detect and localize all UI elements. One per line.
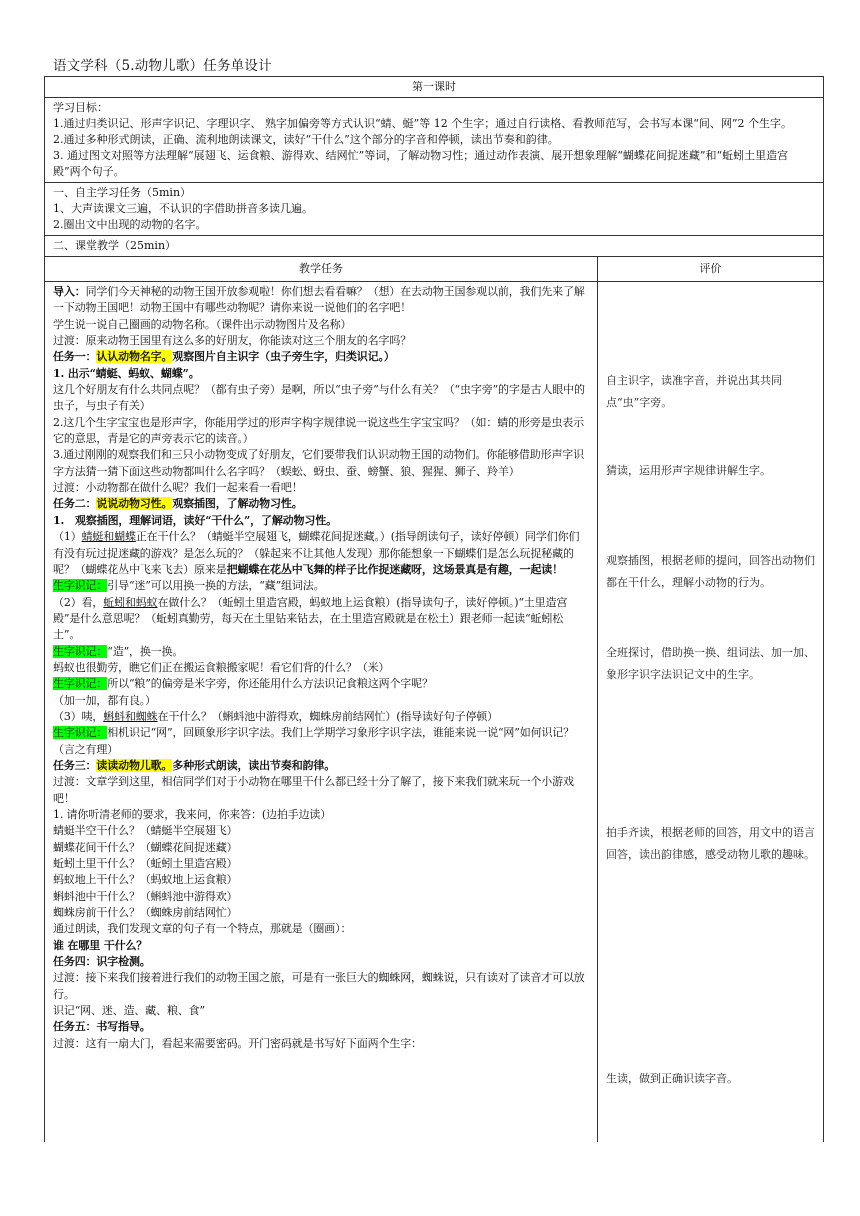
- task1-step: 1. 出示“蜻蜓、蚂蚁、蝴蝶”。: [53, 366, 200, 380]
- sentence-pattern: 谁 在哪里 干什么？: [53, 938, 148, 952]
- self-study-item: 1、大声读课文三遍，不认识的字借助拼音多读几遍。: [53, 202, 313, 215]
- task2-text: （加一加，都有良。）: [53, 693, 156, 707]
- task1-text: 3.通过刚刚的观察我们和三只小动物变成了好朋友，它们要带我们认识动物王国的动物们。你能够借助形声字识字方法猜一猜下面这些动物都叫什么名字吗？（蜈蚣、蚜虫、蚕、螃蟹、狼、猩猩、狮子、羚羊）: [53, 448, 584, 478]
- learning-goals: [45, 98, 823, 183]
- evaluation-note: 观察插图，根据老师的提问，回答出动物们都在干什么，理解小动物的行为。: [606, 554, 815, 589]
- col-header-eval: 评价: [699, 262, 722, 275]
- evaluation-column: [598, 282, 823, 1142]
- task4-heading: 任务四：识字检测。: [53, 955, 151, 969]
- col-header-task: 教学任务: [45, 257, 598, 281]
- task1-label: 任务一：: [53, 350, 97, 364]
- task4-text: 过渡：接下来我们接着进行我们的动物王国之旅，可是有一张巨大的蜘蛛网，蜘蛛说，只有读对了读音才可以放行。: [53, 971, 585, 1001]
- char-study-label: 生字识记：: [53, 677, 108, 691]
- task2-text: （3）咦，: [53, 709, 104, 723]
- task2-label: 任务二：: [53, 497, 97, 511]
- goal-item: 2.通过多种形式朗读，正确、流利地朗读课文，读好“干什么”这个部分的字音和停顿，读出节奏和韵律。: [53, 133, 559, 146]
- document-title: 语文学科（5.动物儿歌）任务单设计: [53, 58, 272, 74]
- task2-text: 在做什么？（蚯蚓土里造宫殿，蚂蚁地上运食粮）(指导读句子，读好停顿。)“土里造宫殿”是什么意思呢？（蚯蚓真勤劳，每天在土里钻来钻去，在土里造宫殿就是在松土）跟老师一起读“蚯蚓松土”。: [53, 595, 568, 642]
- task3-text: 1. 请你听清老师的要求，我来问，你来答：(边拍手边读）: [53, 808, 332, 821]
- task2-text: 正在干什么？（蜻蜓半空展翅飞，蝴蝶花间捉迷藏。）(指导朗读句子，读好停顿）同学们你们有没有玩过捉迷藏的游戏？是怎么玩的？（躲起来不让其他人发现）那你能想象一下蝴蝶们是怎么玩捉秘藏的呢？（蝴蝶花丛中飞来飞去）原来是: [53, 530, 580, 576]
- task2-bold-text: 把蝴蝶在花丛中飞舞的样子比作捉迷藏呀，这场景真是有趣，一起读！: [226, 562, 563, 576]
- qa-line: 蜘蛛房前干什么？（蜘蛛房前结网忙）: [53, 906, 238, 920]
- self-study-heading: 一、自主学习任务（5min）: [53, 186, 192, 199]
- char-study-text: 相机识记“网”，回顾象形字识字法。我们上学期学习象形字识字法，谁能来说一说“网”如何识记？（言之有理）: [53, 726, 574, 756]
- task2-text: （2）看，: [53, 595, 104, 609]
- task2-step: 1. 观察插图，理解词语，读好“干什么”，了解动物习性。: [53, 513, 337, 527]
- task3-text: 通过朗读，我们发现文章的句子有一个特点，那就是（圈画）：: [53, 922, 352, 936]
- intro-text: 同学们今天神秘的动物王国开放参观啦！你们想去看看嘛？（想）在去动物王国参观以前，我们先来了解一下动物王国吧！动物王国中有哪些动物呢？请你来说一说他们的名字吧！: [53, 285, 585, 315]
- lesson-header: 第一课时: [45, 76, 823, 98]
- evaluation-note: 全班探讨，借助换一换、组词法、加一加、象形字识字法识记文中的生字。: [606, 646, 815, 681]
- teaching-tasks: [45, 282, 598, 1142]
- animal-names: 蝌蚪和蜘蛛: [103, 709, 158, 723]
- column-headers: [45, 257, 823, 282]
- intro-line: 学生说一说自己圈画的动物名称。（课件出示动物图片及名称）: [53, 317, 352, 331]
- task1-rest: 观察图片自主识字（虫子旁生字，归类识记。）: [172, 350, 395, 364]
- task5-heading: 任务五：书写指导。: [53, 1020, 151, 1034]
- evaluation-note: 猜读，运用形声字规律讲解生字。: [606, 464, 771, 477]
- char-study-text: 引导“迷”可以用换一换的方法，“藏”组词法。: [107, 579, 325, 593]
- task1-text: 这几个好朋友有什么共同点呢？（都有虫子旁）是啊，所以“虫子旁”与什么有关？（“虫字旁”的字是古人眼中的虫子，与虫子有关）: [53, 383, 585, 413]
- task3-highlight: 读读动物儿歌。: [96, 758, 173, 772]
- char-study-label: 生字识记：: [53, 644, 108, 658]
- task2-text: （1）: [53, 530, 82, 544]
- classroom-heading: 二、课堂教学（25min）: [45, 236, 823, 257]
- task5-text: 过渡：这有一扇大门，看起来需要密码。开门密码就是书写好下面两个生字：: [53, 1036, 422, 1050]
- qa-line: 蚂蚁地上干什么？（蚂蚁地上运食粮）: [53, 873, 238, 887]
- animal-names: 蜻蜓和蝴蝶: [81, 530, 136, 544]
- task-sheet-table: [44, 76, 824, 1142]
- char-study-text: 所以“粮”的偏旁是米字旁，你还能用什么方法识记食粮这两个字呢？: [107, 677, 433, 691]
- qa-line: 蜻蜓半空干什么？（蜻蜓半空展翅飞）: [53, 824, 238, 838]
- self-study-section: [45, 183, 823, 236]
- task3-label: 任务三：: [53, 758, 97, 772]
- char-study-text: “造”，换一换。: [107, 644, 184, 658]
- char-study-label: 生字识记：: [53, 579, 108, 593]
- task3-text: 过渡：文章学到这里，相信同学们对于小动物在哪里干什么都已经十分了解了，接下来我们就来玩一个小游戏吧！: [53, 775, 574, 805]
- qa-line: 蝴蝶花间干什么？（蝴蝶花间捉迷藏）: [53, 840, 238, 854]
- transition-line: 过渡：小动物都在做什么呢？我们一起来看一看吧！: [53, 481, 303, 495]
- animal-names: 蚯蚓和蚂蚁: [103, 595, 158, 609]
- evaluation-note: 拍手齐读，根据老师的回答，用文中的语言回答，读出韵律感，感受动物儿歌的趣味。: [606, 826, 815, 861]
- qa-line: 蝌蚪池中干什么？（蝌蚪池中游得欢）: [53, 889, 238, 903]
- transition-line: 过渡：原来动物王国里有这么多的好朋友，你能读对这三个朋友的名字吗？: [53, 334, 412, 348]
- task1-highlight: 认认动物名字。: [96, 350, 173, 364]
- goal-item: 3. 通过图文对照等方法理解“展翅飞、运食粮、游得欢、结网忙”等词，了解动物习性；通过动作表演、展开想象理解“蝴蝶花间捉迷藏”和“蚯蚓土里造宫殿”两个句子。: [53, 149, 789, 178]
- self-study-item: 2.圈出文中出现的动物的名字。: [53, 218, 207, 231]
- lesson-body: [45, 282, 823, 1142]
- intro-label: 导入：: [53, 285, 86, 298]
- task2-rest: 观察插图，了解动物习性。: [172, 497, 303, 511]
- evaluation-note: 自主识字，读准字音，并说出其共同点“虫”字旁。: [606, 374, 782, 409]
- goals-heading: 学习目标：: [53, 101, 108, 114]
- evaluation-note: 生读，做到正确识读字音。: [606, 1072, 738, 1085]
- qa-line: 蚯蚓土里干什么？（蚯蚓土里造宫殿）: [53, 857, 238, 871]
- task2-text: 蚂蚁也很勤劳，瞧它们正在搬运食粮搬家呢！看它们背的什么？（米）: [53, 660, 390, 674]
- task3-rest: 多种形式朗读，读出节奏和韵律。: [172, 758, 336, 772]
- task2-highlight: 说说动物习性。: [96, 497, 173, 511]
- task4-text: 识记“网、迷、造、藏、粮、食”: [53, 1004, 205, 1018]
- task1-text: 2.这几个生字宝宝也是形声字，你能用学过的形声字构字规律说一说这些生字宝宝吗？（如：蜻的形旁是虫表示它的意思，青是它的声旁表示它的读音。）: [53, 415, 584, 446]
- goal-item: 1.通过归类识记、形声字识记、字理识字、 熟字加偏旁等方式认识“蜻、蜓”等 12 个生字；通过自行读格、看教师范写，会书写本课“间、网”2 个生字。: [53, 117, 792, 130]
- task2-text: 在干什么？（蝌蚪池中游得欢，蜘蛛房前结网忙）(指导读好句子停顿）: [157, 709, 498, 723]
- char-study-label: 生字识记：: [53, 726, 108, 740]
